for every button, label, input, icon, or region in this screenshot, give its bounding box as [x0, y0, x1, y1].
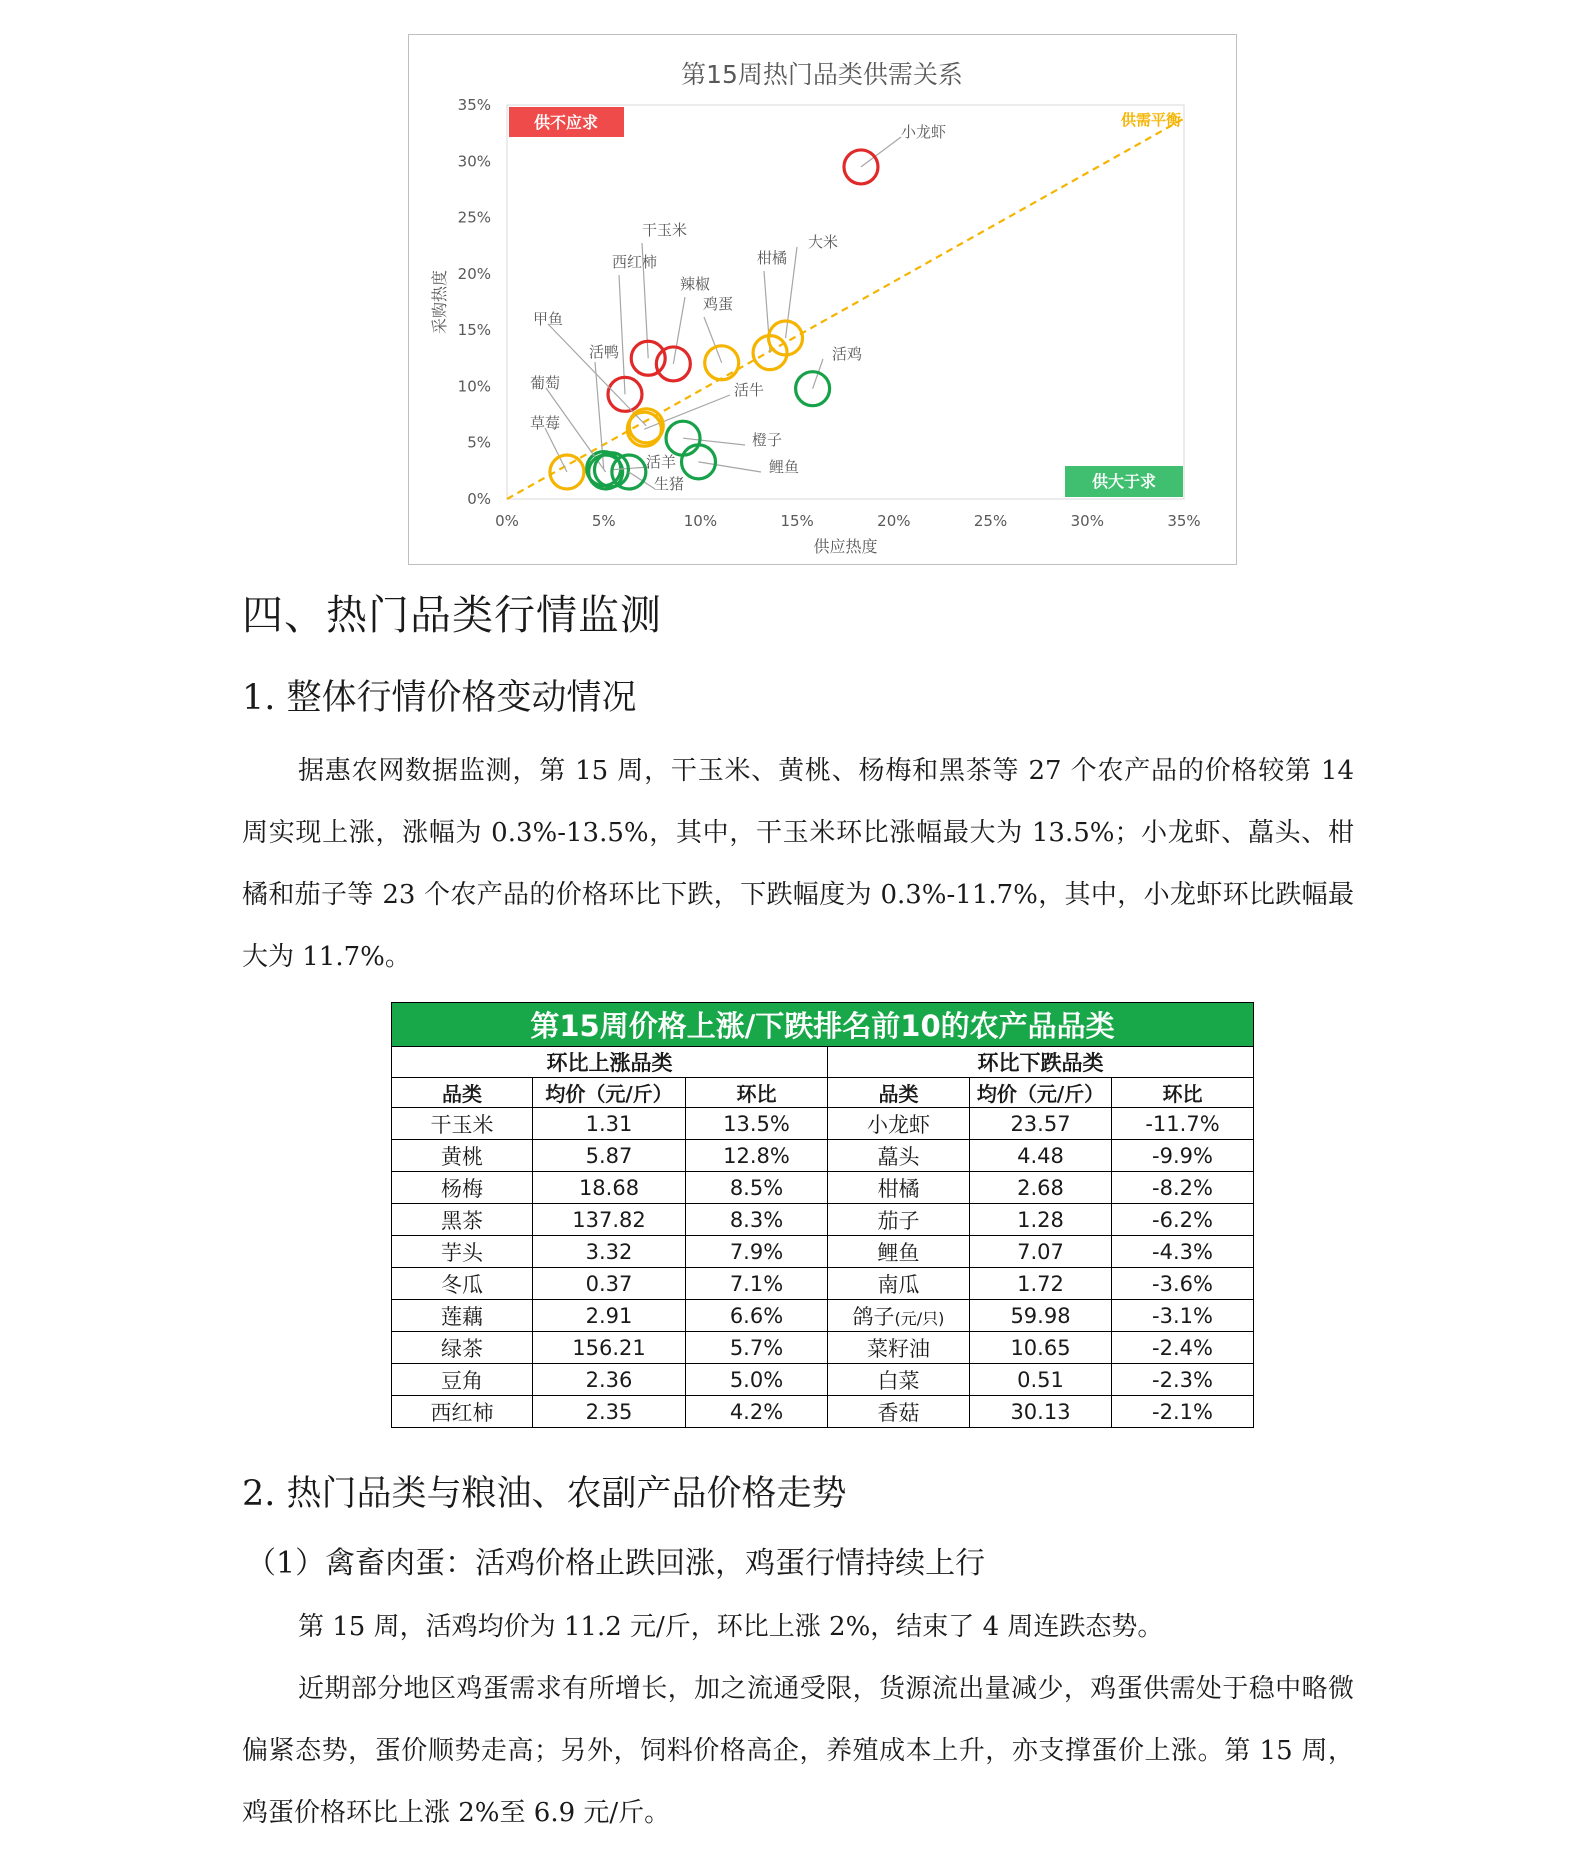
table-cell — [392, 1268, 533, 1300]
table-cell — [686, 1268, 828, 1300]
rise-group-header: 环比上涨品类 — [392, 1047, 828, 1078]
table-cell — [533, 1204, 686, 1236]
col-header: 均价（元/斤） — [970, 1078, 1112, 1108]
point-label: 鸡蛋 — [703, 295, 734, 313]
cell-text: 23.57 — [1010, 1111, 1071, 1136]
cell-text: 13.5% — [723, 1111, 790, 1136]
supply-demand-chart — [408, 34, 1237, 565]
table-cell — [828, 1332, 970, 1364]
cell-text: 1.31 — [585, 1111, 633, 1136]
table-cell — [970, 1364, 1112, 1396]
y-tick-label: 25% — [457, 208, 491, 227]
cell-text: 12.8% — [723, 1143, 790, 1168]
cell-text: 2.68 — [1017, 1175, 1064, 1200]
cell-text: -8.2% — [1152, 1175, 1213, 1200]
cell-text: 6.6% — [729, 1303, 784, 1328]
point-label: 活羊 — [646, 453, 677, 471]
table-cell — [686, 1204, 828, 1236]
table-cell — [533, 1396, 686, 1428]
cell-text: 4.2% — [729, 1399, 784, 1424]
cell-text: 59.98 — [1010, 1303, 1071, 1328]
shortage-badge-label: 供不应求 — [533, 113, 599, 132]
paragraph-eggs: 近期部分地区鸡蛋需求有所增长，加之流通受限，货源流出量减少，鸡蛋供需处于稳中略微偏紧态势，蛋价顺势走高；另外，饲料价格高企，养殖成本上升，亦支撑蛋价上涨。第 15 周，鸡蛋价格环比上涨 2%至 6.9 元/斤。 — [242, 1674, 1354, 1828]
x-tick-label: 0% — [495, 512, 519, 530]
y-tick-label: 10% — [457, 377, 491, 396]
cell-text: 2.91 — [585, 1303, 633, 1328]
table-cell — [828, 1236, 970, 1268]
cell-text: 黄桃 — [441, 1144, 483, 1169]
table-cell — [828, 1204, 970, 1236]
table-cell — [970, 1140, 1112, 1172]
table-cell — [533, 1236, 686, 1268]
x-tick-label: 10% — [683, 512, 718, 530]
col-header: 品类 — [828, 1078, 970, 1108]
cell-text: 1.28 — [1017, 1207, 1064, 1232]
cell-text: -11.7% — [1145, 1111, 1220, 1136]
leader-line — [673, 297, 685, 364]
chart-title: 第15周热门品类供需关系 — [681, 60, 963, 89]
point-label: 活鸭 — [589, 343, 620, 361]
x-tick-label: 25% — [973, 512, 1008, 530]
table-cell — [392, 1332, 533, 1364]
section-title: 四、热门品类行情监测 — [242, 591, 662, 639]
cell-text: 3.32 — [585, 1239, 633, 1264]
cell-text: 7.1% — [729, 1271, 784, 1296]
leader-line — [698, 462, 761, 472]
point-label: 小龙虾 — [901, 123, 947, 141]
cell-text: 白菜 — [877, 1368, 920, 1393]
table-cell — [1112, 1364, 1254, 1396]
table-cell — [392, 1204, 533, 1236]
col-header: 环比 — [1112, 1078, 1254, 1108]
x-tick-label: 35% — [1167, 512, 1201, 530]
table-title: 第15周价格上涨/下跌排名前10的农产品品类 — [392, 1003, 1254, 1047]
table-cell — [392, 1300, 533, 1332]
table-cell — [1112, 1268, 1254, 1300]
table-cell — [686, 1140, 828, 1172]
table-cell — [1112, 1236, 1254, 1268]
table-cell — [533, 1364, 686, 1396]
cell-text: 鲤鱼 — [877, 1240, 920, 1265]
cell-text: 2.36 — [585, 1367, 633, 1392]
table-cell — [533, 1300, 686, 1332]
table-cell — [1112, 1204, 1254, 1236]
fall-group-header: 环比下跌品类 — [828, 1047, 1254, 1078]
cell-text: -2.4% — [1152, 1335, 1213, 1360]
table-cell — [533, 1172, 686, 1204]
point-label: 生猪 — [654, 475, 685, 493]
surplus-badge-label: 供大于求 — [1091, 472, 1157, 491]
y-tick-label: 20% — [457, 264, 491, 283]
point-label: 鲤鱼 — [769, 458, 800, 476]
table-row — [392, 1140, 1254, 1172]
y-axis-label: 采购热度 — [430, 269, 449, 335]
x-tick-label: 30% — [1070, 512, 1104, 530]
table-body — [392, 1108, 1254, 1428]
table-row — [392, 1364, 1254, 1396]
leader-line — [611, 467, 649, 470]
subsection-title-2: 2. 热门品类与粮油、农副产品价格走势 — [242, 1474, 847, 1514]
table-cell — [828, 1364, 970, 1396]
table-row — [392, 1172, 1254, 1204]
cell-text: 7.9% — [729, 1239, 784, 1264]
point-label: 葡萄 — [530, 374, 561, 392]
table-cell — [970, 1396, 1112, 1428]
cell-text: 137.82 — [572, 1207, 646, 1232]
table-cell — [828, 1172, 970, 1204]
table-cell — [392, 1172, 533, 1204]
cell-text: 芋头 — [441, 1240, 483, 1265]
table-cell — [828, 1140, 970, 1172]
table-cell — [970, 1108, 1112, 1140]
y-tick-label: 35% — [457, 96, 491, 114]
cell-text: 豆角 — [441, 1368, 483, 1393]
point-label: 大米 — [808, 233, 839, 251]
point-label: 甲鱼 — [533, 310, 564, 328]
cell-text: 8.3% — [729, 1207, 784, 1232]
cell-text: 5.87 — [585, 1143, 633, 1168]
table-cell — [828, 1396, 970, 1428]
data-point — [844, 150, 878, 184]
table-cell — [533, 1140, 686, 1172]
table-cell — [1112, 1332, 1254, 1364]
price-ranking-table-wrap — [391, 1002, 1253, 1428]
table-cell — [533, 1108, 686, 1140]
cell-text: 南瓜 — [877, 1272, 920, 1297]
cell-text: 柑橘 — [877, 1176, 920, 1201]
point-label: 辣椒 — [680, 275, 711, 293]
x-axis-label: 供应热度 — [813, 537, 878, 556]
table-cell — [686, 1172, 828, 1204]
cell-text: 藠头 — [877, 1144, 920, 1169]
table-cell — [686, 1332, 828, 1364]
table-row — [392, 1204, 1254, 1236]
cell-text: 小龙虾 — [867, 1112, 930, 1137]
table-cell — [828, 1300, 970, 1332]
cell-text: 18.68 — [578, 1175, 640, 1200]
table-cell — [392, 1108, 533, 1140]
cell-text: 5.7% — [729, 1335, 784, 1360]
cell-text: 156.21 — [572, 1335, 646, 1360]
point-label: 干玉米 — [642, 221, 688, 239]
cell-text: -2.1% — [1152, 1399, 1213, 1424]
y-tick-label: 30% — [457, 152, 491, 171]
cell-text: 香菇 — [877, 1400, 920, 1425]
cell-text: 4.48 — [1017, 1143, 1064, 1168]
cell-text: 西红柿 — [430, 1400, 494, 1425]
cell-text: 10.65 — [1010, 1335, 1071, 1360]
table-cell — [392, 1140, 533, 1172]
table-row — [392, 1108, 1254, 1140]
table-cell — [970, 1268, 1112, 1300]
cell-text: 7.07 — [1017, 1239, 1064, 1264]
cell-text: 干玉米 — [430, 1112, 494, 1137]
cell-text: 1.72 — [1017, 1271, 1064, 1296]
table-cell — [392, 1364, 533, 1396]
subsection-title-1: 1. 整体行情价格变动情况 — [242, 678, 637, 718]
col-header: 均价（元/斤） — [533, 1078, 686, 1108]
x-tick-label: 20% — [877, 512, 911, 530]
table-cell — [533, 1332, 686, 1364]
cell-text: 5.0% — [729, 1367, 784, 1392]
cell-text: -9.9% — [1152, 1143, 1213, 1168]
cell-text: 0.51 — [1017, 1367, 1064, 1392]
table-cell — [970, 1300, 1112, 1332]
point-label: 西红柿 — [612, 253, 658, 271]
point-label: 柑橘 — [757, 249, 788, 267]
table-cell — [533, 1268, 686, 1300]
table-cell — [970, 1236, 1112, 1268]
cell-unit: (元/只) — [894, 1308, 945, 1328]
point-label: 活鸡 — [832, 345, 863, 363]
price-ranking-table — [391, 1002, 1254, 1428]
table-row — [392, 1396, 1254, 1428]
paragraph-overview: 据惠农网数据监测，第 15 周，干玉米、黄桃、杨梅和黑茶等 27 个农产品的价格较第 14 周实现上涨，涨幅为 0.3%-13.5%，其中，干玉米环比涨幅最大为 13.5%；小龙虾、藠头、柑橘和茄子等 23 个农产品的价格环比下跌，下跌幅度为 0.3%-11.7%，其中，小龙虾环比跌幅最大为 11.7%。 — [242, 756, 1354, 972]
x-tick-label: 15% — [780, 512, 814, 530]
cell-text: 黑茶 — [441, 1208, 483, 1233]
point-label: 活牛 — [734, 381, 765, 399]
cell-text: 茄子 — [877, 1208, 920, 1233]
x-tick-label: 5% — [591, 512, 616, 530]
table-cell — [1112, 1108, 1254, 1140]
table-cell — [828, 1268, 970, 1300]
cell-text: 菜籽油 — [867, 1336, 930, 1361]
cell-text: -4.3% — [1152, 1239, 1213, 1264]
table-cell — [970, 1204, 1112, 1236]
table-cell — [1112, 1300, 1254, 1332]
cell-text: -2.3% — [1152, 1367, 1213, 1392]
table-cell — [686, 1236, 828, 1268]
cell-text: 2.35 — [585, 1399, 633, 1424]
cell-text: -6.2% — [1152, 1207, 1213, 1232]
cell-text: 冬瓜 — [441, 1272, 483, 1297]
cell-text: 鸽子 — [852, 1304, 895, 1329]
chart-svg — [409, 35, 1235, 563]
table-cell — [686, 1300, 828, 1332]
balance-label: 供需平衡 — [1120, 111, 1181, 129]
col-header: 品类 — [392, 1078, 533, 1108]
col-header: 环比 — [686, 1078, 828, 1108]
point-label: 草莓 — [530, 414, 561, 432]
y-tick-label: 0% — [467, 490, 491, 508]
table-cell — [1112, 1140, 1254, 1172]
data-point — [631, 341, 665, 375]
table-cell — [1112, 1396, 1254, 1428]
cell-text: 8.5% — [729, 1175, 784, 1200]
table-cell — [1112, 1172, 1254, 1204]
table-cell — [686, 1364, 828, 1396]
data-point — [550, 455, 584, 489]
table-row — [392, 1332, 1254, 1364]
table-cell — [686, 1396, 828, 1428]
cell-text: 0.37 — [585, 1271, 633, 1296]
cell-text: -3.1% — [1152, 1303, 1213, 1328]
data-point — [681, 445, 715, 479]
paragraph-live-chicken: 第 15 周，活鸡均价为 11.2 元/斤，环比上涨 2%，结束了 4 周连跌态势。 — [298, 1612, 1164, 1642]
table-cell — [392, 1396, 533, 1428]
table-row — [392, 1268, 1254, 1300]
cell-text: 莲藕 — [441, 1304, 483, 1329]
y-tick-label: 5% — [467, 433, 491, 452]
cell-text: 绿茶 — [441, 1336, 483, 1361]
cell-text: -3.6% — [1152, 1271, 1213, 1296]
table-row — [392, 1300, 1254, 1332]
cell-text: 30.13 — [1010, 1399, 1071, 1424]
cell-text: 杨梅 — [441, 1176, 483, 1201]
subsection-title-3: （1）禽畜肉蛋：活鸡价格止跌回涨，鸡蛋行情持续上行 — [246, 1546, 986, 1581]
table-cell — [970, 1172, 1112, 1204]
table-row — [392, 1236, 1254, 1268]
point-label: 橙子 — [752, 431, 783, 449]
leader-line — [683, 438, 745, 445]
leader-line — [545, 428, 567, 472]
table-cell — [686, 1108, 828, 1140]
table-cell — [828, 1108, 970, 1140]
y-tick-label: 15% — [457, 321, 491, 340]
table-cell — [970, 1332, 1112, 1364]
table-cell — [392, 1236, 533, 1268]
